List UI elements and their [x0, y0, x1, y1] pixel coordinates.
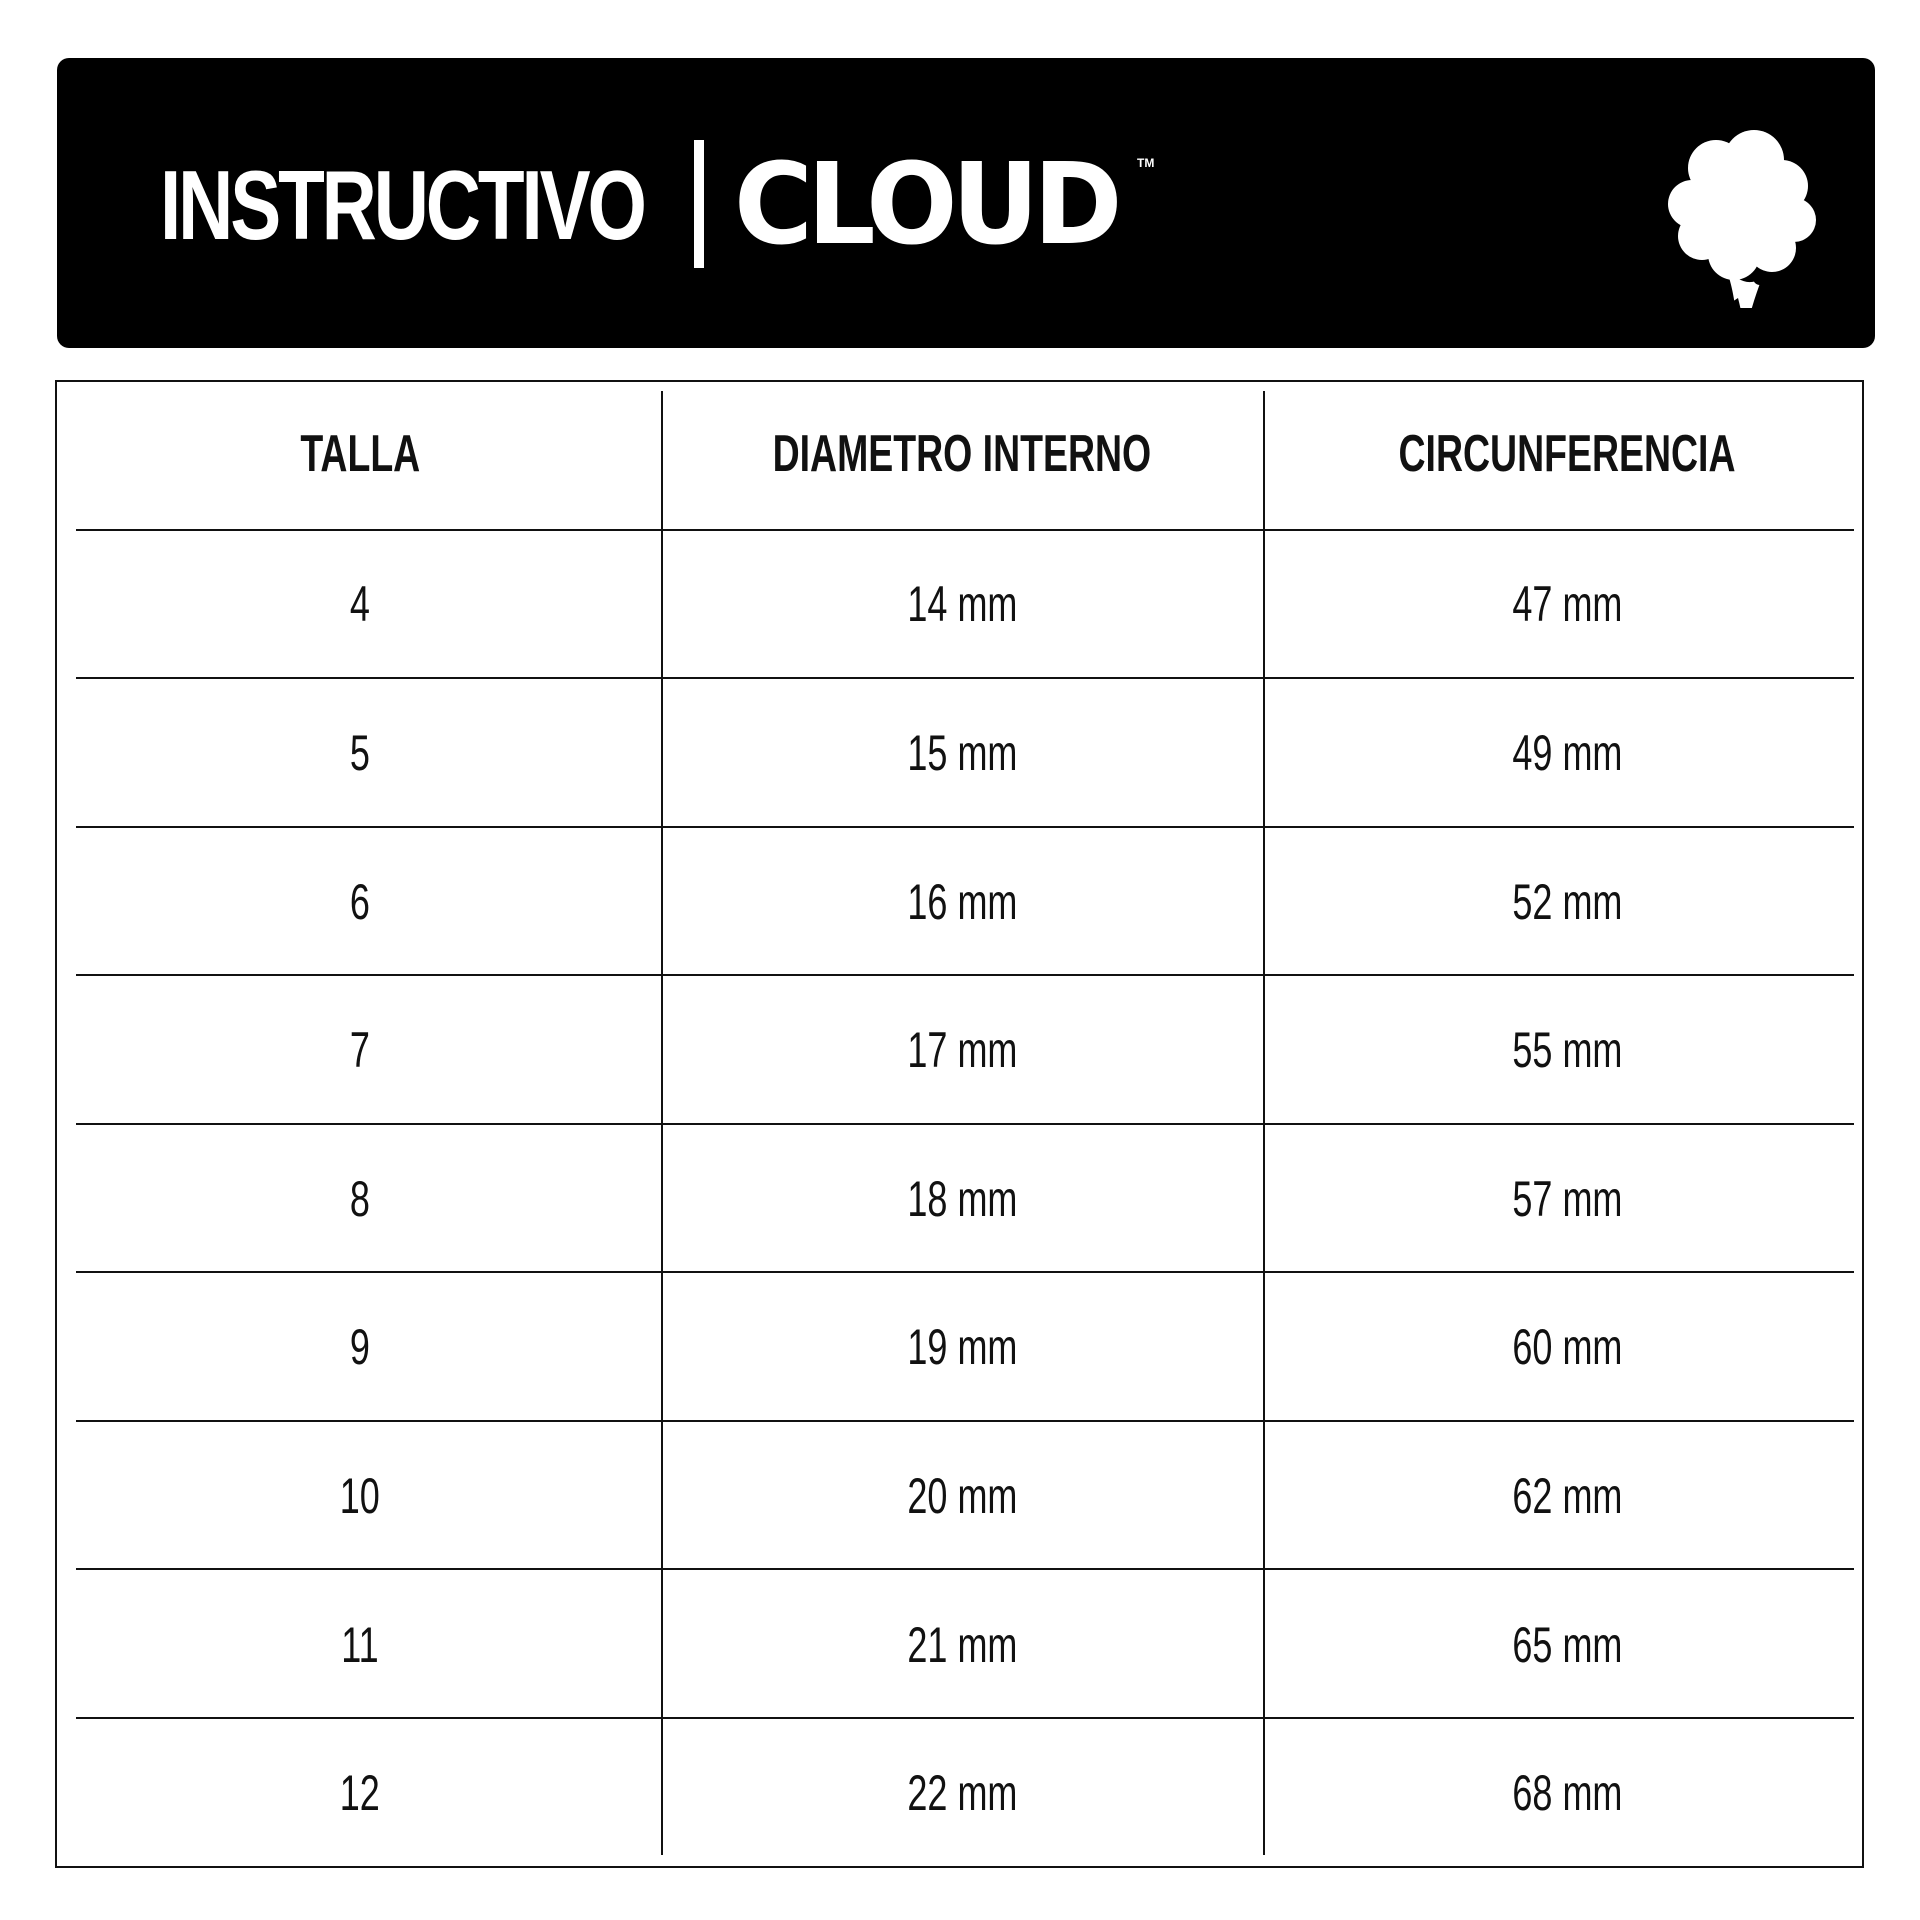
table-cell-value: 68 mm: [1511, 1765, 1623, 1821]
table-cell-circunferencia: [1287, 870, 1847, 934]
table-cell-value: 10: [339, 1468, 381, 1524]
row-divider: [76, 1717, 1854, 1719]
row-divider: [76, 974, 1854, 976]
table-cell-diametro-interno: [682, 1167, 1242, 1231]
column-header-label: TALLA: [300, 425, 420, 483]
row-divider: [76, 677, 1854, 679]
table-cell-value: 4: [349, 576, 371, 632]
table-cell-circunferencia: [1287, 1761, 1847, 1825]
table-cell-value: 16 mm: [906, 874, 1018, 930]
table-cell-talla: [80, 721, 640, 785]
table-cell-diametro-interno: [682, 1315, 1242, 1379]
table-cell-talla: [80, 1613, 640, 1677]
table-cell-talla: [80, 1464, 640, 1528]
table-cell-talla: [80, 1315, 640, 1379]
table-cell-talla: [80, 870, 640, 934]
table-cell-value: 12: [339, 1765, 381, 1821]
table-cell-diametro-interno: [682, 721, 1242, 785]
table-cell-talla: [80, 1761, 640, 1825]
column-header-diametro-interno: [682, 422, 1242, 486]
table-cell-diametro-interno: [682, 1613, 1242, 1677]
column-header-label: CIRCUNFERENCIA: [1398, 425, 1736, 483]
row-divider: [76, 826, 1854, 828]
table-cell-value: 47 mm: [1511, 576, 1623, 632]
table-cell-circunferencia: [1287, 1315, 1847, 1379]
table-cell-talla: [80, 1167, 640, 1231]
table-cell-circunferencia: [1287, 721, 1847, 785]
table-cell-value: 11: [341, 1617, 379, 1673]
row-divider: [76, 1568, 1854, 1570]
trademark-symbol: TM: [1137, 156, 1155, 170]
table-cell-value: 18 mm: [906, 1171, 1018, 1227]
table-cell-value: 6: [349, 874, 371, 930]
table-cell-value: 49 mm: [1511, 725, 1623, 781]
table-cell-value: 7: [349, 1022, 371, 1078]
table-cell-talla: [80, 1018, 640, 1082]
table-cell-circunferencia: [1287, 1613, 1847, 1677]
row-divider: [76, 1123, 1854, 1125]
header-title: INSTRUCTIVO: [160, 150, 644, 260]
table-cell-value: 22 mm: [906, 1765, 1018, 1821]
table-cell-value: 20 mm: [906, 1468, 1018, 1524]
table-cell-diametro-interno: [682, 1761, 1242, 1825]
table-cell-circunferencia: [1287, 572, 1847, 636]
table-cell-circunferencia: [1287, 1167, 1847, 1231]
row-divider: [76, 1271, 1854, 1273]
table-cell-talla: [80, 572, 640, 636]
table-cell-value: 5: [349, 725, 371, 781]
cloud-logo-icon: [1654, 108, 1824, 308]
table-cell-value: 17 mm: [906, 1022, 1018, 1078]
table-cell-value: 62 mm: [1511, 1468, 1623, 1524]
table-cell-diametro-interno: [682, 572, 1242, 636]
table-cell-diametro-interno: [682, 1018, 1242, 1082]
table-cell-circunferencia: [1287, 1464, 1847, 1528]
column-header-circunferencia: [1287, 422, 1847, 486]
table-cell-value: 14 mm: [906, 576, 1018, 632]
table-cell-value: 21 mm: [906, 1617, 1018, 1673]
table-cell-value: 65 mm: [1511, 1617, 1623, 1673]
table-cell-circunferencia: [1287, 1018, 1847, 1082]
row-divider: [76, 529, 1854, 531]
column-header-talla: [80, 422, 640, 486]
table-cell-value: 57 mm: [1511, 1171, 1623, 1227]
table-cell-value: 15 mm: [906, 725, 1018, 781]
row-divider: [76, 1420, 1854, 1422]
table-cell-diametro-interno: [682, 870, 1242, 934]
column-header-label: DIAMETRO INTERNO: [772, 425, 1152, 483]
header-banner: [57, 58, 1875, 348]
table-cell-diametro-interno: [682, 1464, 1242, 1528]
table-cell-value: 19 mm: [906, 1319, 1018, 1375]
brand-logo-text: CLOUD: [734, 140, 1117, 270]
table-cell-value: 52 mm: [1511, 874, 1623, 930]
table-cell-value: 8: [349, 1171, 371, 1227]
table-cell-value: 55 mm: [1511, 1022, 1623, 1078]
header-divider: [694, 140, 704, 268]
table-cell-value: 9: [349, 1319, 371, 1375]
table-cell-value: 60 mm: [1511, 1319, 1623, 1375]
